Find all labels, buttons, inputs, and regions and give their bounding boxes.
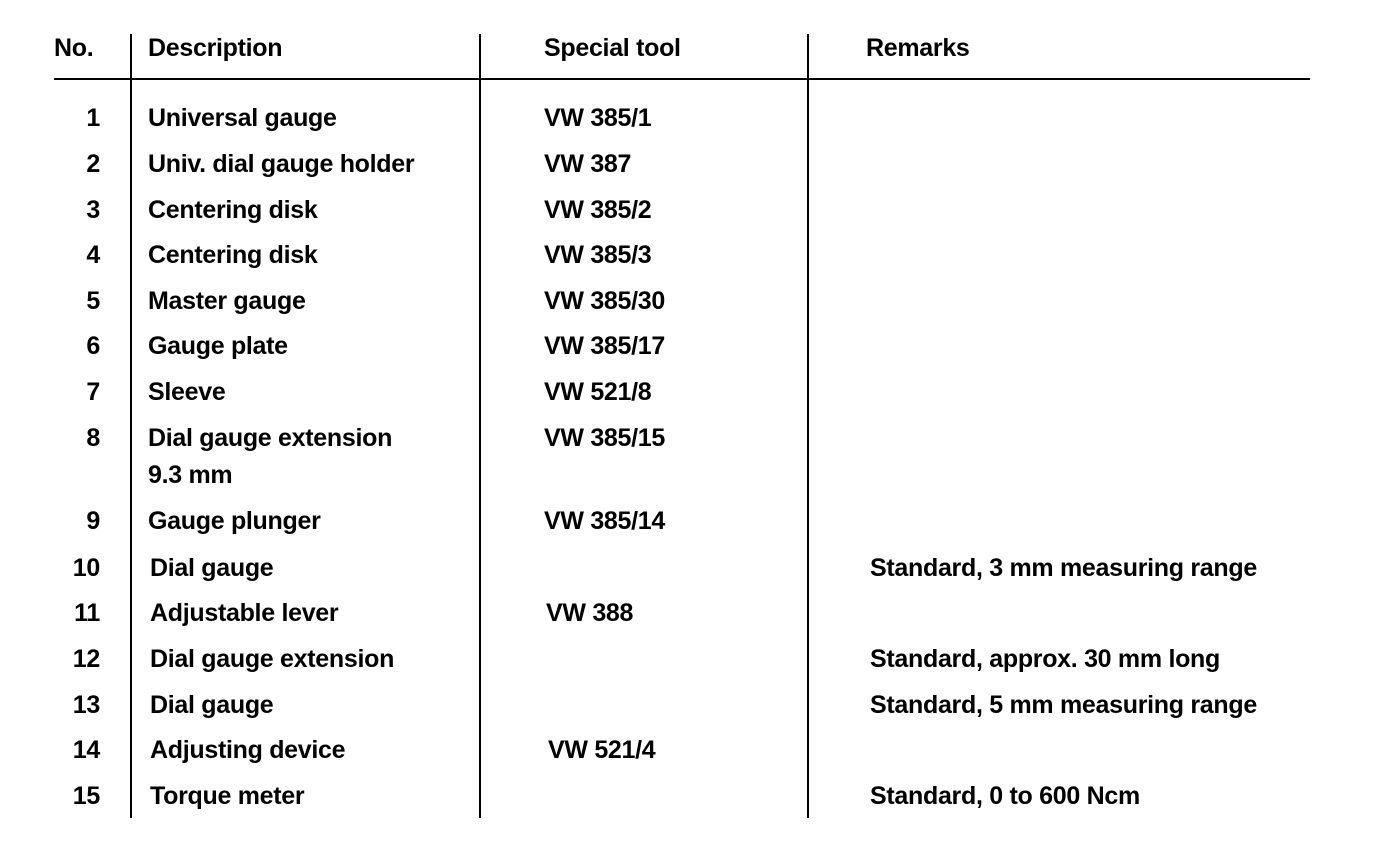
row-1-tool: VW 385/1: [544, 104, 652, 132]
row-14-no: 14: [72, 736, 100, 764]
row-11-description: Adjustable lever: [150, 599, 339, 627]
row-3-tool: VW 385/2: [544, 196, 652, 224]
column-divider-1: [130, 34, 132, 818]
row-10-remarks: Standard, 3 mm measuring range: [870, 554, 1257, 582]
row-3-description: Centering disk: [148, 196, 318, 224]
row-12-no: 12: [72, 645, 100, 673]
row-10-no: 10: [72, 554, 100, 582]
row-6-no: 6: [86, 332, 100, 360]
row-11-tool: VW 388: [546, 599, 634, 627]
row-6-tool: VW 385/17: [544, 332, 665, 360]
row-7-tool: VW 521/8: [544, 378, 652, 406]
header-description: Description: [148, 34, 283, 62]
row-15-no: 15: [72, 782, 100, 810]
header-no: No.: [54, 34, 94, 62]
row-7-description: Sleeve: [148, 378, 226, 406]
header-divider: [54, 78, 1310, 80]
row-1-no: 1: [86, 104, 100, 132]
row-8-tool: VW 385/15: [544, 424, 665, 452]
row-4-no: 4: [86, 241, 100, 269]
row-7-no: 7: [86, 378, 100, 406]
row-6-description: Gauge plate: [148, 332, 288, 360]
row-15-description: Torque meter: [150, 782, 305, 810]
row-14-description: Adjusting device: [150, 736, 346, 764]
row-9-description: Gauge plunger: [148, 507, 321, 535]
row-5-tool: VW 385/30: [544, 287, 665, 315]
header-remarks: Remarks: [866, 34, 970, 62]
column-divider-2: [479, 34, 481, 818]
row-4-tool: VW 385/3: [544, 241, 652, 269]
row-5-description: Master gauge: [148, 287, 306, 315]
row-13-no: 13: [72, 691, 100, 719]
row-12-remarks: Standard, approx. 30 mm long: [870, 645, 1220, 673]
row-13-description: Dial gauge: [150, 691, 274, 719]
row-10-description: Dial gauge: [150, 554, 274, 582]
row-9-tool: VW 385/14: [544, 507, 665, 535]
row-4-description: Centering disk: [148, 241, 318, 269]
row-8-no: 8: [86, 424, 100, 452]
row-5-no: 5: [86, 287, 100, 315]
row-9-no: 9: [86, 507, 100, 535]
row-11-no: 11: [74, 599, 100, 627]
header-special-tool: Special tool: [544, 34, 681, 62]
column-divider-3: [807, 34, 809, 818]
row-2-description: Univ. dial gauge holder: [148, 150, 415, 178]
row-1-description: Universal gauge: [148, 104, 337, 132]
row-2-tool: VW 387: [544, 150, 632, 178]
row-2-no: 2: [86, 150, 100, 178]
row-3-no: 3: [86, 196, 100, 224]
row-8-description-line2: 9.3 mm: [148, 461, 233, 489]
row-14-tool: VW 521/4: [548, 736, 656, 764]
row-13-remarks: Standard, 5 mm measuring range: [870, 691, 1257, 719]
row-8-description: Dial gauge extension: [148, 424, 393, 452]
row-12-description: Dial gauge extension: [150, 645, 395, 673]
row-15-remarks: Standard, 0 to 600 Ncm: [870, 782, 1140, 810]
